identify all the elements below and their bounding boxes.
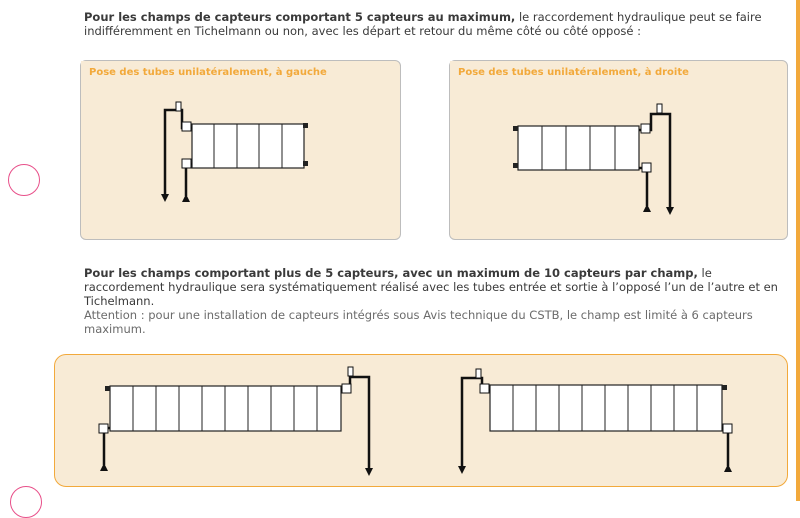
pipe-inlet-left bbox=[186, 164, 192, 196]
second-bold: Pour les champs comportant plus de 5 capteurs, avec un maximum de 10 capteurs par champ, bbox=[84, 266, 698, 280]
collector-field-10-panels-a bbox=[105, 386, 341, 431]
pipe-inlet-large-a bbox=[104, 428, 110, 465]
intro-text: le raccordement hydraulique peut se faire indifféremment en Tichelmann ou non, avec les départ et retour du même côté ou côté opposé : bbox=[84, 10, 762, 38]
attention-note: Attention : pour une installation de capteurs intégrés sous Avis technique du CSTB, le champ est limité à 6 capteurs maximum. bbox=[84, 308, 753, 336]
collector-field-5-panels bbox=[192, 123, 308, 168]
second-text: le raccordement hydraulique sera systématiquement réalisé avec les tubes entrée et sortie à l’opposé l’un de l’autre et en Tichelmann. bbox=[84, 266, 778, 308]
intro-bold: Pour les champs de capteurs comportant 5 capteurs au maximum, bbox=[84, 10, 516, 24]
pipe-inlet-right bbox=[639, 168, 647, 206]
pipe-inlet-large-b bbox=[722, 428, 728, 466]
collector-field-5-panels-right bbox=[513, 126, 639, 170]
collector-field-10-panels-b bbox=[490, 385, 727, 431]
diagram-title-right: Pose des tubes unilatéralement, à droite bbox=[450, 61, 697, 85]
diagram-title-left: Pose des tubes unilatéralement, à gauche bbox=[81, 61, 335, 85]
